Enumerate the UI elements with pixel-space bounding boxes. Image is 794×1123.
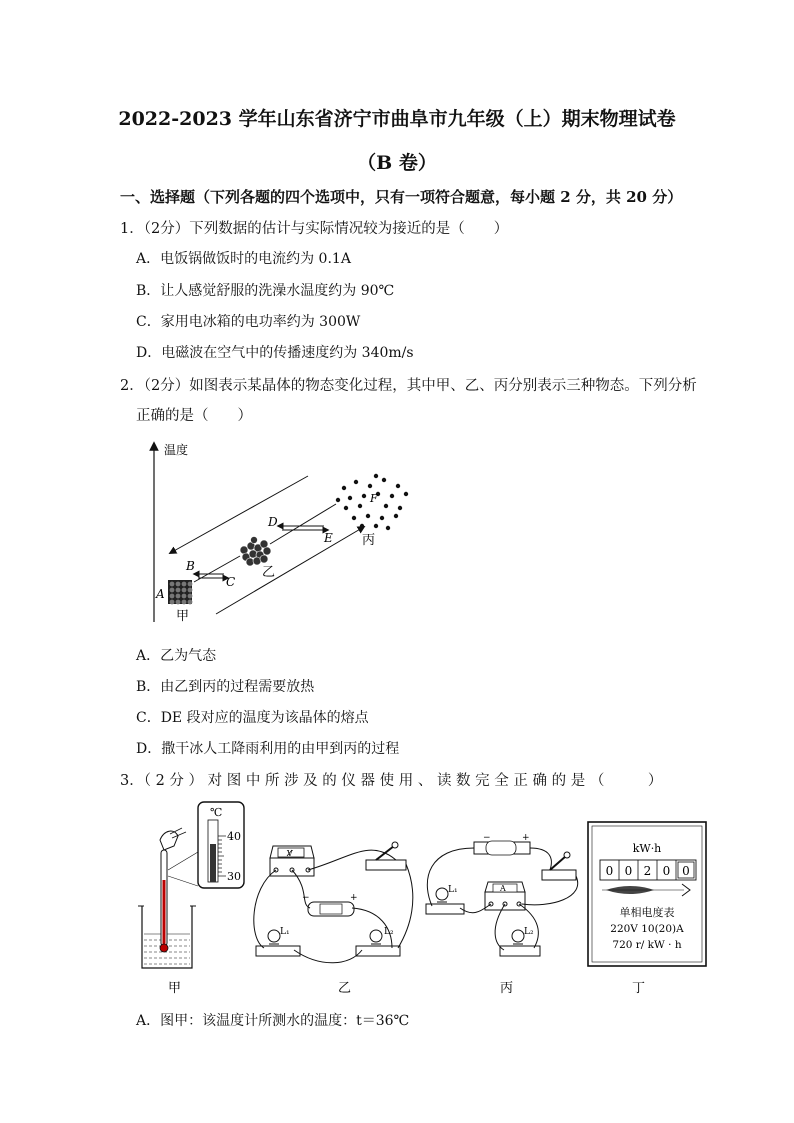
state-label-yi: 乙 — [262, 565, 276, 580]
question-2-stem-line1: 2．（2分）如图表示某晶体的物态变化过程，其中甲、乙、丙分别表示三种物态。下列分析 — [120, 378, 697, 394]
thermometer-tick-40: 40 — [227, 830, 241, 843]
question-2-stem-line2: 正确的是（ ） — [136, 408, 252, 424]
figure-label-bing: 丙 — [500, 981, 514, 996]
figure-label-yi: 乙 — [338, 981, 352, 996]
figure-jia-thermometer — [138, 802, 244, 968]
point-label-d: D — [268, 515, 278, 529]
question-2-option-d: D．撒干冰人工降雨利用的由甲到丙的过程 — [136, 741, 400, 757]
meter-digit-3: 2 — [643, 864, 652, 878]
point-label-f: F — [370, 492, 378, 505]
arrow-absorb-heat — [216, 528, 362, 614]
meter-digit-2: 0 — [624, 864, 633, 878]
meter-digit-5: 0 — [682, 864, 690, 878]
figure-yi-circuit — [254, 842, 413, 963]
section-heading: 一、选择题（下列各题的四个选项中，只有一项符合题意，每小题 2 分，共 20 分） — [120, 188, 683, 206]
ammeter-label: A — [500, 884, 506, 893]
phase-change-figure — [140, 436, 430, 632]
state-solid-cluster — [168, 580, 192, 604]
question-1-option-a: A．电饭锅做饭时的电流约为 0.1A — [136, 251, 351, 267]
arrow-release-heat — [172, 476, 308, 552]
lamp-l1-label-bing: L₁ — [448, 885, 458, 895]
instrument-figures — [130, 798, 710, 998]
state-label-jia: 甲 — [176, 609, 190, 624]
figure-label-ding: 丁 — [632, 981, 646, 996]
thermometer-unit: ℃ — [210, 806, 223, 819]
point-label-a: A — [156, 587, 165, 601]
battery-plus-label-yi: + — [350, 893, 358, 903]
battery-plus-label-bing: + — [522, 833, 530, 843]
question-1-stem: 1．（2分）下列数据的估计与实际情况较为接近的是（ ） — [120, 221, 509, 237]
figure-bing-circuit — [426, 841, 578, 956]
question-1-option-c: C．家用电冰箱的电功率约为 300W — [136, 314, 361, 330]
lamp-l1-label-yi: L₁ — [280, 927, 290, 937]
state-label-bing: 丙 — [362, 533, 376, 548]
question-2-option-c: C．DE 段对应的温度为该晶体的熔点 — [136, 710, 369, 726]
battery-minus-label-bing: − — [483, 833, 491, 843]
question-3-stem: 3．（ 2 分 ） 对 图 中 所 涉 及 的 仪 器 使 用 、 读 数 完 全 正 确 的 是 （ ） — [120, 773, 663, 789]
meter-rating: 220V 10(20)A — [610, 923, 684, 935]
point-label-e: E — [324, 531, 333, 545]
question-1-option-b: B．让人感觉舒服的洗澡水温度约为 90℃ — [136, 283, 395, 299]
lamp-l2-label-bing: L₂ — [524, 927, 534, 937]
paper-title: 2022-2023 学年山东省济宁市曲阜市九年级（上）期末物理试卷 — [118, 108, 676, 130]
meter-constant: 720 r/ kW · h — [612, 939, 682, 951]
state-liquid-cluster — [240, 537, 271, 567]
voltmeter-label: V — [287, 849, 293, 858]
meter-unit: kW·h — [632, 842, 662, 855]
question-3-option-a: A．图甲：该温度计所测水的温度：t＝36℃ — [136, 1013, 410, 1029]
thermometer-tick-30: 30 — [227, 870, 241, 883]
question-2-option-a: A．乙为气态 — [136, 648, 217, 664]
question-2-option-b: B．由乙到丙的过程需要放热 — [136, 679, 315, 695]
figure-label-jia: 甲 — [168, 981, 182, 996]
question-1-option-d: D．电磁波在空气中的传播速度约为 340m/s — [136, 345, 414, 361]
lamp-l2-label-yi: L₂ — [384, 927, 394, 937]
meter-digit-4: 0 — [662, 864, 671, 878]
point-label-b: B — [186, 559, 195, 573]
paper-subtitle: （B 卷） — [357, 152, 437, 174]
meter-digit-1: 0 — [605, 864, 614, 878]
point-label-c: C — [226, 575, 236, 589]
meter-name: 单相电度表 — [619, 906, 675, 919]
axis-label: 温度 — [164, 443, 189, 457]
battery-minus-label-yi: − — [302, 893, 310, 903]
